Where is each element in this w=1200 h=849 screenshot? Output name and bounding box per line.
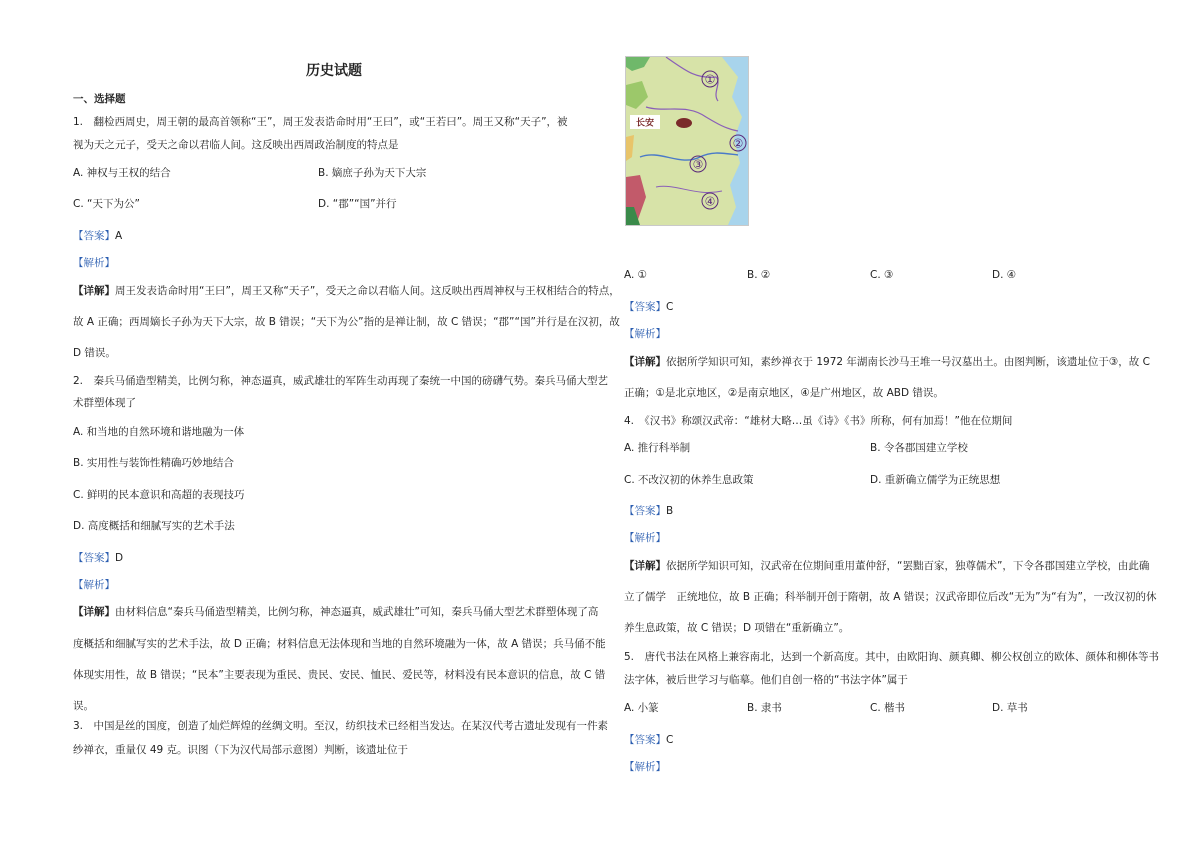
page-title: 历史试题 (306, 63, 362, 79)
q5-option-b: B. 隶书 (747, 702, 782, 714)
answer-value: C (666, 301, 674, 313)
changan-marker (676, 118, 692, 128)
q5-analysis-tag: 【解析】 (624, 761, 666, 773)
q4-detail-line3: 养生息政策，故 C 错误；D 项错在“重新确立”。 (624, 622, 850, 634)
q2-answer (73, 551, 123, 565)
q2-detail-line3: 体现实用性，故 B 错误；“民本”主要表现为重民、贵民、安民、恤民、爱民等，材料没有民本意识的信息，故 C 错 (73, 669, 606, 681)
q2-detail-line2: 度概括和细腻写实的艺术手法，故 D 正确；材料信息无法体现和当地的自然环境融为一体，故 A 错误；兵马俑不能 (73, 638, 606, 650)
detail-tag: 【详解】 (624, 356, 666, 368)
q1-detail-line2: 故 A 正确；西周嫡长子孙为天下大宗，故 B 错误；“天下为公”指的是禅让制，故 C 错误；“郡”“国”并行是在汉初，故 (73, 316, 620, 328)
q5-option-d: D. 草书 (992, 702, 1028, 714)
changan-label: 长安 (635, 118, 655, 129)
section-heading: 一、选择题 (73, 93, 126, 105)
answer-value: B (666, 505, 674, 517)
answer-tag: 【答案】 (624, 505, 666, 517)
detail-text: 依据所学知识可知，素纱禅衣于 1972 年湖南长沙马王堆一号汉墓出土。由图判断，该遗址位于③，故 C (666, 356, 1150, 368)
q3-answer (624, 300, 673, 314)
answer-tag: 【答案】 (624, 734, 666, 746)
q5-answer (624, 733, 673, 747)
q3-analysis-tag: 【解析】 (624, 328, 666, 340)
detail-text: 依据所学知识可知，汉武帝在位期间重用董仲舒，“罢黜百家，独尊儒术”，下令各郡国建立学校，由此确 (666, 560, 1150, 572)
marker-1-label: ① (704, 72, 716, 87)
q4-detail-line2: 立了儒学 正统地位，故 B 正确；科举制开创于隋朝，故 A 错误；汉武帝即位后改“无为”为“有为”，一改汉初的休 (624, 591, 1157, 603)
q2-detail-line1 (73, 605, 598, 619)
q3-option-d: D. ④ (992, 269, 1017, 281)
q3-option-c: C. ③ (870, 269, 894, 281)
detail-tag: 【详解】 (73, 606, 115, 618)
q4-answer (624, 504, 673, 518)
answer-value: C (666, 734, 674, 746)
q5-stem-line1: 5. 唐代书法在风格上兼容南北，达到一个新高度。其中，由欧阳询、颜真卿、柳公权创立的欧体、颜体和柳体等书 (624, 651, 1160, 663)
q2-option-d: D. 高度概括和细腻写实的艺术手法 (73, 520, 235, 532)
detail-tag: 【详解】 (73, 285, 115, 297)
q2-analysis-tag: 【解析】 (73, 579, 115, 591)
answer-value: D (115, 552, 124, 564)
detail-text: 周王发表诰命时用“王曰”，周王又称“天子”，受天之命以君临人间。这反映出西周神权与王权相结合的特点， (115, 285, 620, 297)
detail-text: 由材料信息“秦兵马俑造型精美，比例匀称，神态逼真，威武雄壮”可知，秦兵马俑大型艺术群塑体现了高 (115, 606, 599, 618)
answer-tag: 【答案】 (624, 301, 666, 313)
q4-option-c: C. 不改汉初的休养生息政策 (624, 474, 754, 486)
q3-stem-line1: 3. 中国是丝的国度，创造了灿烂辉煌的丝绸文明。至汉，纺织技术已经相当发达。在某汉代考古遗址发现有一件素 (73, 720, 609, 732)
q1-option-c: C. “天下为公” (73, 198, 140, 210)
q4-option-d: D. 重新确立儒学为正统思想 (870, 474, 1001, 486)
q5-option-c: C. 楷书 (870, 702, 906, 714)
q1-detail-line1 (73, 284, 620, 298)
q4-detail-line1 (624, 559, 1149, 573)
q4-option-a: A. 推行科举制 (624, 442, 691, 454)
q1-detail-line3: D 错误。 (73, 347, 116, 359)
q1-stem-line2: 视为天之元子，受天之命以君临人间。这反映出西周政治制度的特点是 (73, 139, 399, 151)
q3-detail-line1 (624, 355, 1150, 369)
answer-tag: 【答案】 (73, 552, 115, 564)
q2-option-c: C. 鲜明的民本意识和高超的表现技巧 (73, 489, 245, 501)
marker-2-label: ② (732, 136, 744, 151)
q4-stem: 4. 《汉书》称颂汉武帝：“雄材大略…虽《诗》《书》所称，何有加焉！”他在位期间 (624, 415, 1013, 427)
q2-stem-line1: 2. 秦兵马俑造型精美，比例匀称，神态逼真，威武雄壮的军阵生动再现了秦统一中国的磅礴气势。秦兵马俑大型艺 (73, 375, 609, 387)
q4-analysis-tag: 【解析】 (624, 532, 666, 544)
answer-tag: 【答案】 (73, 230, 115, 242)
q2-detail-line4: 误。 (73, 700, 94, 712)
q1-option-d: D. “郡”“国”并行 (318, 198, 397, 210)
q3-detail-line2: 正确；①是北京地区，②是南京地区，④是广州地区，故 ABD 错误。 (624, 387, 944, 399)
q1-answer (73, 229, 122, 243)
q3-option-b: B. ② (747, 269, 771, 281)
q3-option-a: A. ① (624, 269, 648, 281)
q3-stem-line2: 纱禅衣，重量仅 49 克。识图（下为汉代局部示意图）判断，该遗址位于 (73, 744, 409, 756)
detail-tag: 【详解】 (624, 560, 666, 572)
answer-value: A (115, 230, 123, 242)
q4-option-b: B. 令各郡国建立学校 (870, 442, 968, 454)
marker-3-label: ③ (692, 157, 704, 172)
q2-option-a: A. 和当地的自然环境和谐地融为一体 (73, 426, 245, 438)
q1-option-b: B. 嫡庶子孙为天下大宗 (318, 167, 427, 179)
q1-option-a: A. 神权与王权的结合 (73, 167, 171, 179)
marker-4-label: ④ (704, 194, 716, 209)
q2-option-b: B. 实用性与装饰性精确巧妙地结合 (73, 457, 234, 469)
q5-option-a: A. 小篆 (624, 702, 659, 714)
q1-analysis-tag: 【解析】 (73, 257, 115, 269)
q5-stem-line2: 法字体，被后世学习与临摹。他们自创一格的“书法字体”属于 (624, 674, 908, 686)
han-dynasty-map (625, 56, 749, 226)
q2-stem-line2: 术群塑体现了 (73, 397, 136, 409)
q1-stem-line1: 1. 翻检西周史，周王朝的最高首领称“王”，周王发表诰命时用“王曰”，或“王若曰”。周王又称“天子”，被 (73, 116, 568, 128)
